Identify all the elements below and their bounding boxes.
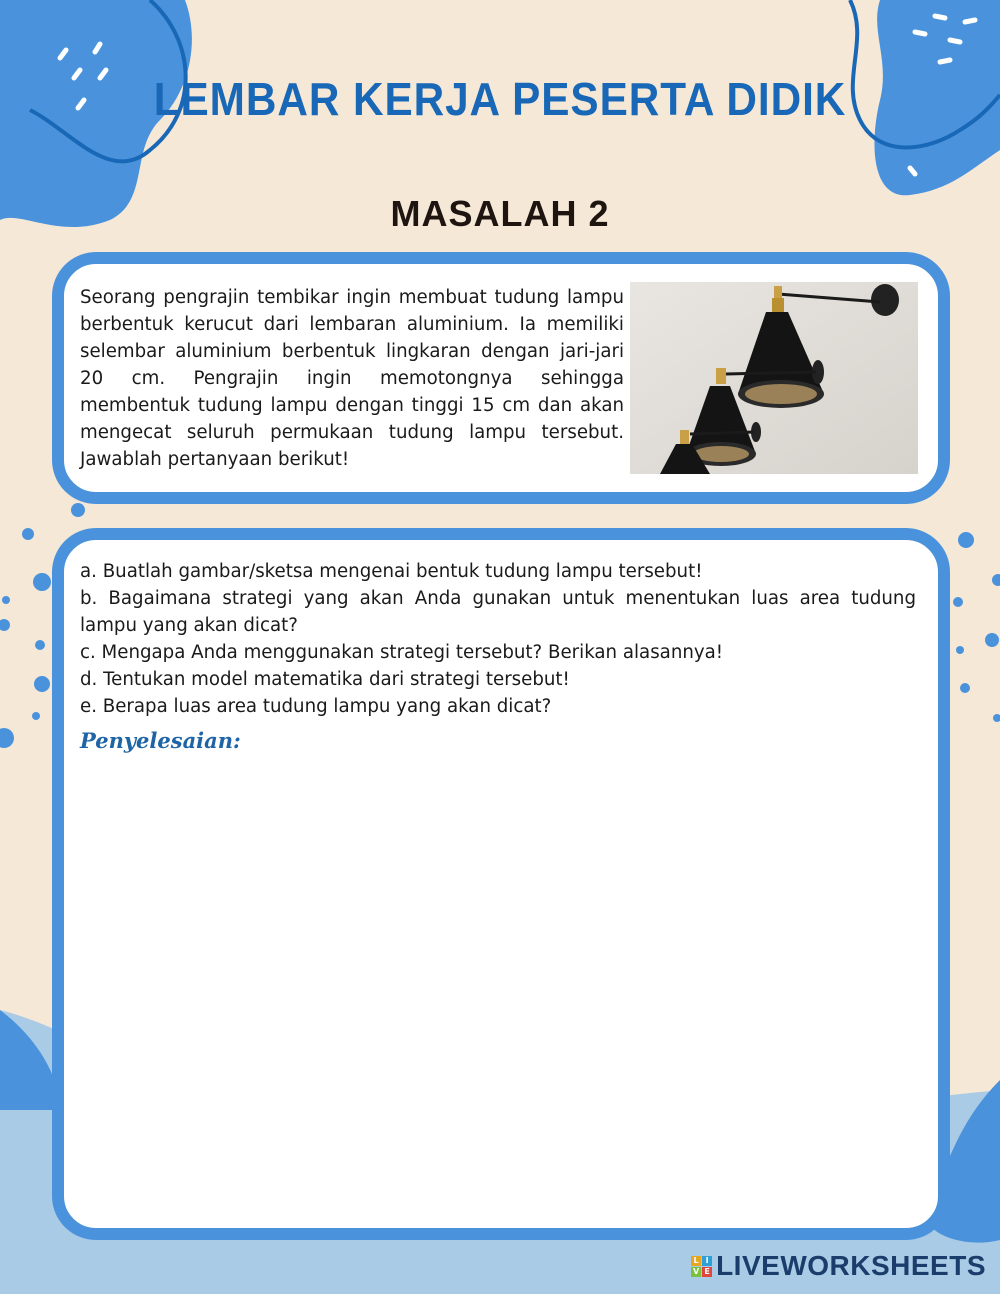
question-d: d. Tentukan model matematika dari strategi tersebut! <box>80 669 570 690</box>
answer-label: Penyelesaian: <box>80 728 241 753</box>
lamp-photo <box>630 282 918 474</box>
logo-letter-e: E <box>702 1267 712 1277</box>
brand-name: LIVEWORKSHEETS <box>716 1250 986 1281</box>
problem-panel <box>52 252 950 504</box>
questions-panel <box>52 528 950 1240</box>
question-list <box>80 558 916 720</box>
problem-heading: MASALAH 2 <box>390 193 610 234</box>
question-c: c. Mengapa Anda menggunakan strategi tersebut? Berikan alasannya! <box>80 642 724 663</box>
logo-letter-v: V <box>692 1266 700 1276</box>
problem-text: Seorang pengrajin tembikar ingin membuat tudung lampu berbentuk kerucut dari lembaran aluminium. Ia memiliki selembar aluminium berbentuk lingkaran dengan jari-jari 20 cm. Pengrajin ingin memotongnya sehingga membentuk tudung lampu dengan tinggi 15 cm dan akan mengecat seluruh permukaan tudung lampu tersebut. Jawablah pertanyaan berikut! <box>80 287 624 470</box>
liveworksheets-logo-icon <box>691 1256 712 1277</box>
page-title: LEMBAR KERJA PESERTA DIDIK <box>153 73 847 125</box>
question-a: a. Buatlah gambar/sketsa mengenai bentuk tudung lampu tersebut! <box>80 561 703 582</box>
footer-brand <box>691 1250 986 1282</box>
question-e: e. Berapa luas area tudung lampu yang akan dicat? <box>80 696 552 717</box>
question-b: b. Bagaimana strategi yang akan Anda gunakan untuk menentukan luas area tudung lampu yang akan dicat? <box>80 588 916 636</box>
logo-letter-i: I <box>702 1256 712 1266</box>
answer-area[interactable] <box>80 766 916 1206</box>
logo-letter-l: L <box>691 1256 701 1266</box>
